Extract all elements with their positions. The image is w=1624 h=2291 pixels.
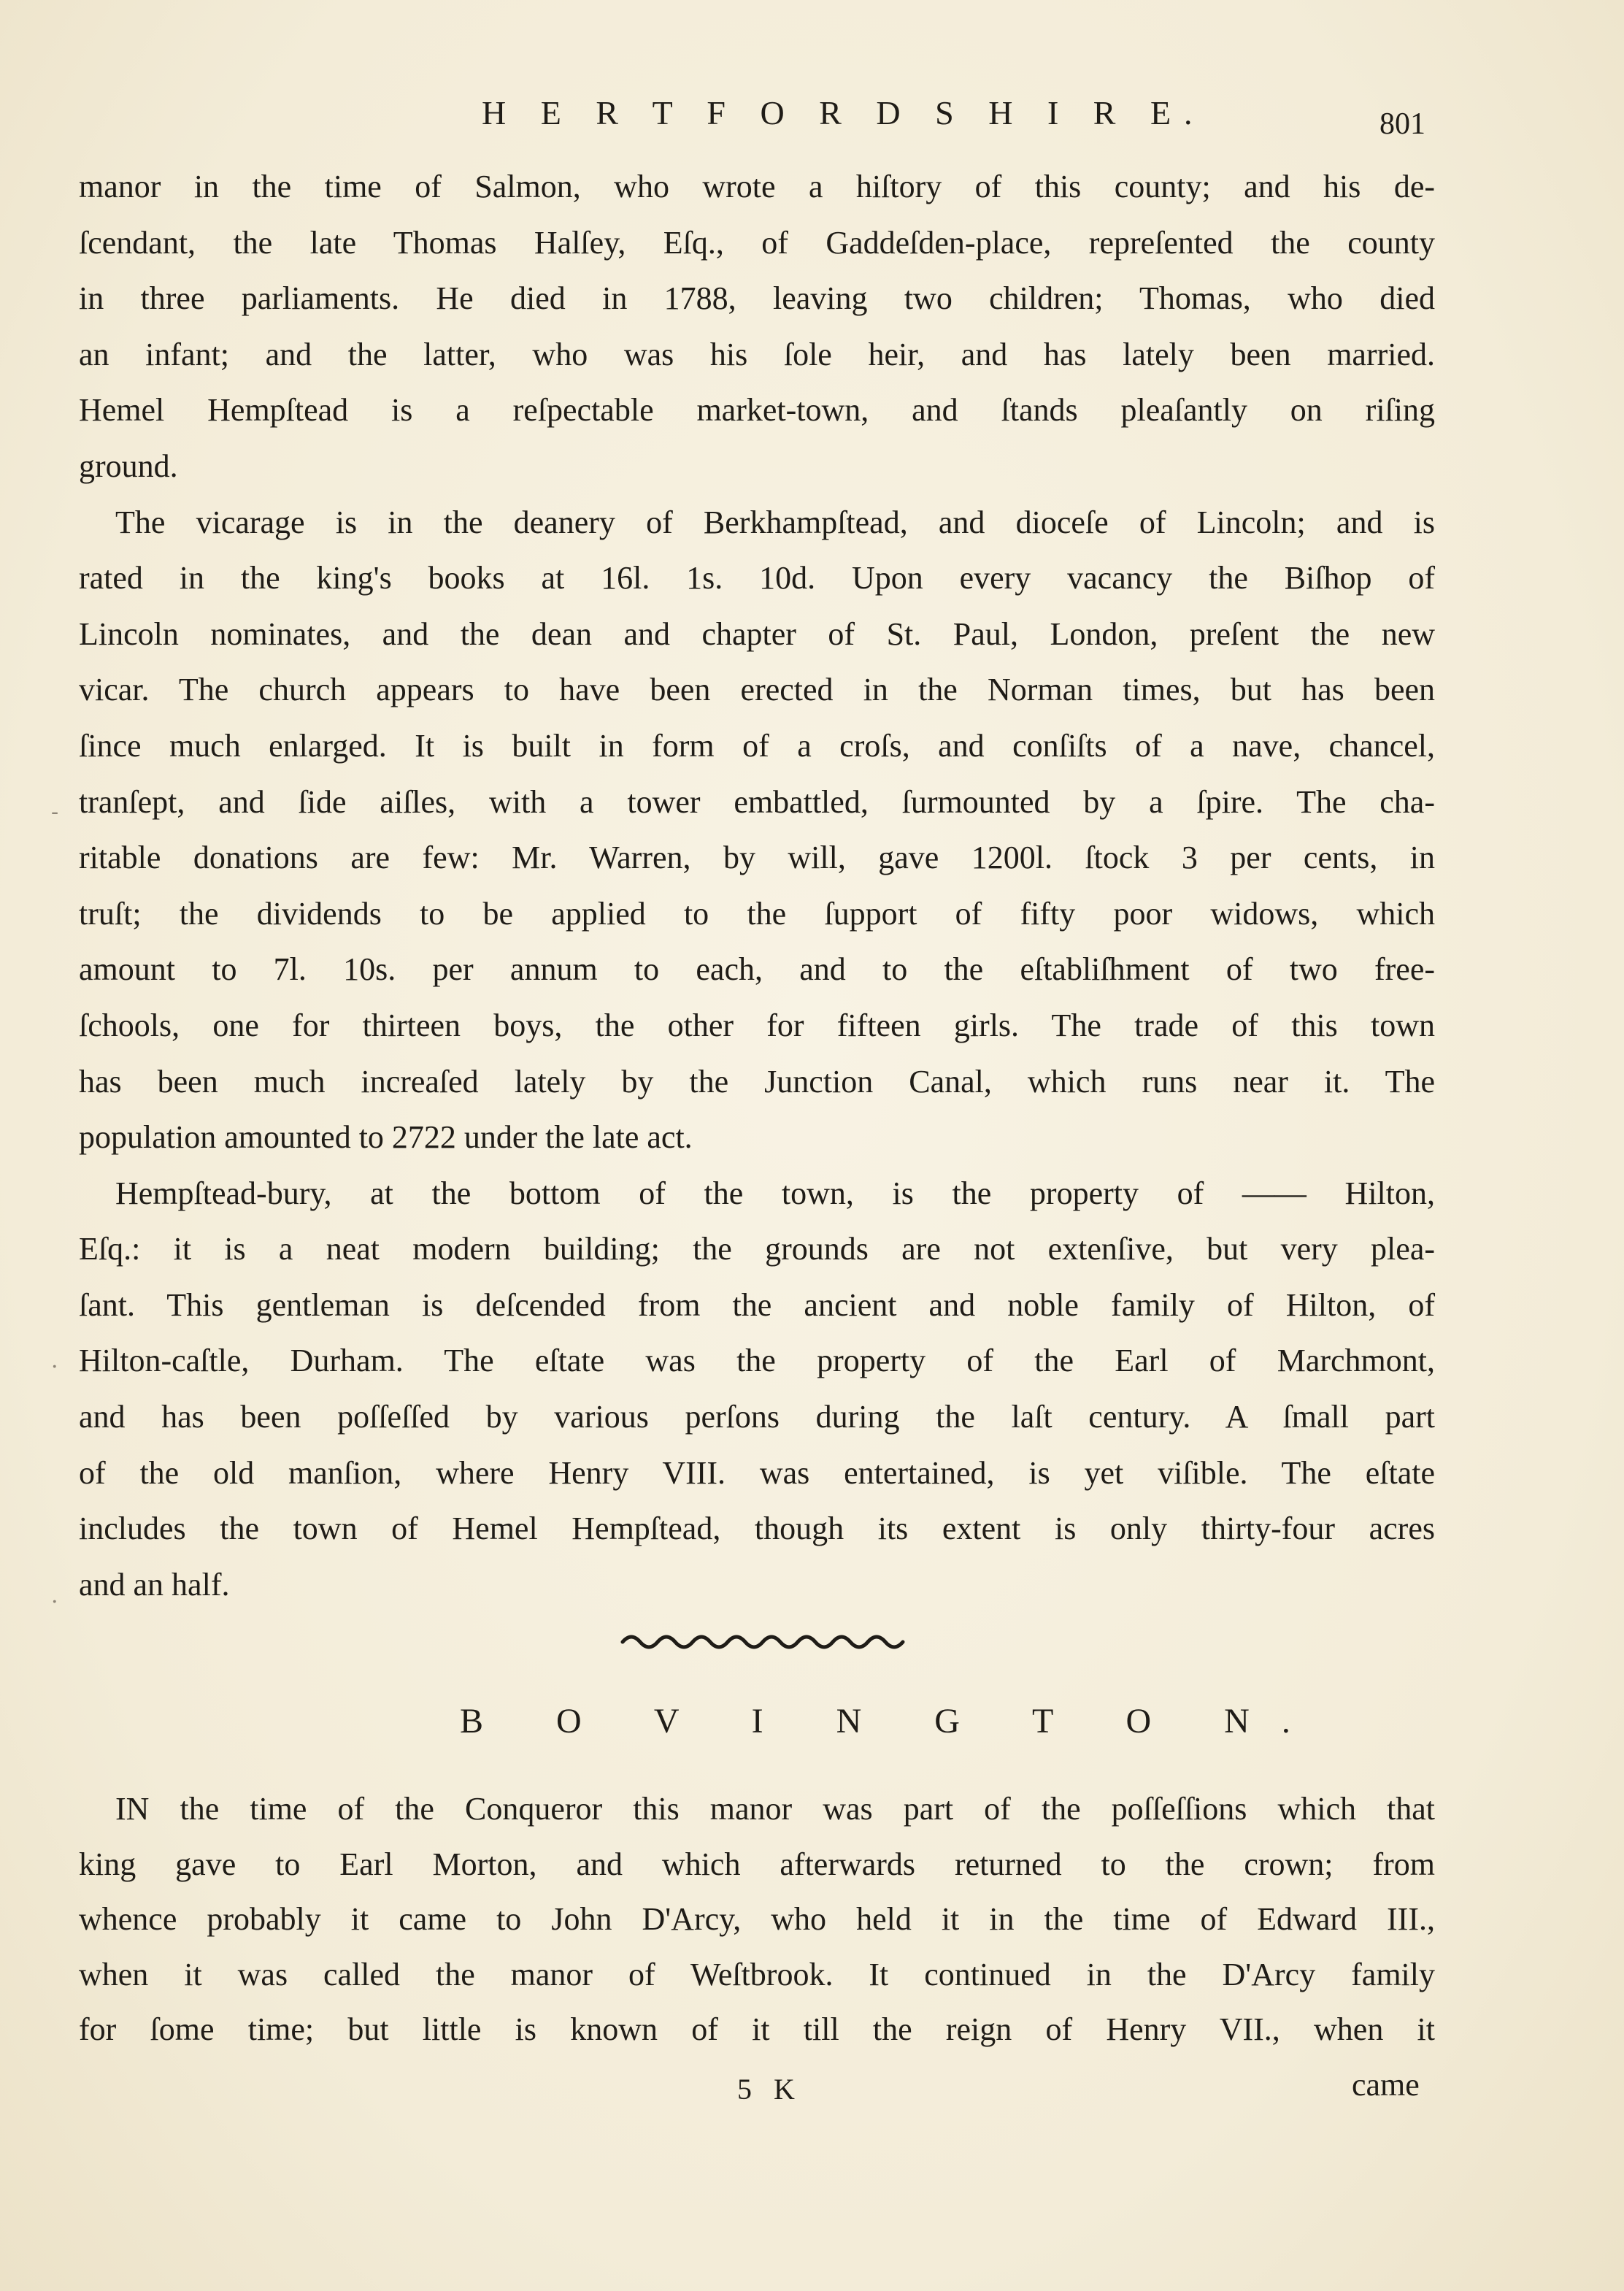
text-line: in three parliaments. He died in 1788, leaving two children; Thomas, who died — [79, 280, 1435, 317]
paragraph-start-line: Hempſtead-bury, at the bottom of the town, is the property of —— Hilton, — [115, 1175, 1435, 1211]
text-line: when it was called the manor of Weſtbrook. It continued in the D'Arcy family — [79, 1956, 1435, 1992]
margin-mark: . — [51, 1583, 58, 1608]
paragraph-start-line: The vicarage is in the deanery of Berkhampſtead, and dioceſe of Lincoln; and is — [115, 504, 1435, 540]
text-line: manor in the time of Salmon, who wrote a hiſtory of this county; and his de- — [79, 169, 1435, 204]
margin-mark: · — [51, 1354, 58, 1380]
page-header — [0, 93, 1624, 152]
text-line: ground. — [79, 448, 178, 484]
text-line: tranſept, and ſide aiſles, with a tower embattled, ſurmounted by a ſpire. The cha- — [79, 783, 1435, 820]
text-line: ſince much enlarged. It is built in form of a croſs, and conſiſts of a nave, chancel, — [79, 727, 1435, 764]
printer-flourish-ornament — [617, 1624, 923, 1651]
text-line: whence probably it came to John D'Arcy, who held it in the time of Edward III., — [79, 1901, 1435, 1937]
section-title: B O V I N G T O N. — [460, 1702, 1323, 1741]
text-line: Lincoln nominates, and the dean and chapter of St. Paul, London, preſent the new — [79, 615, 1435, 652]
text-line: and an half. — [79, 1566, 230, 1603]
text-line: Hemel Hempſtead is a reſpectable market-town, and ſtands pleaſantly on riſing — [79, 392, 1435, 429]
text-line: amount to 7l. 10s. per annum to each, and to the eſtabliſhment of two free- — [79, 951, 1435, 988]
text-line: king gave to Earl Morton, and which afterwards returned to the crown; from — [79, 1846, 1435, 1882]
text-line: Eſq.: it is a neat modern building; the grounds are not extenſive, but very plea- — [79, 1231, 1435, 1267]
text-line: ſcendant, the late Thomas Halſey, Eſq., of Gaddeſden-place, repreſented the county — [79, 224, 1435, 261]
text-line: Hilton-caſtle, Durham. The eſtate was the property of the Earl of Marchmont, — [79, 1343, 1435, 1379]
main-text-block — [79, 159, 1435, 1613]
text-line: includes the town of Hemel Hempſtead, though its extent is only thirty-four acres — [79, 1511, 1435, 1547]
text-line: has been much increaſed lately by the Junction Canal, which runs near it. The — [79, 1063, 1435, 1100]
text-line: of the old manſion, where Henry VIII. was entertained, is yet viſible. The eſtate — [79, 1454, 1435, 1491]
page-number: 801 — [1379, 107, 1425, 141]
catchword: came — [1352, 2067, 1420, 2103]
margin-mark: - — [51, 799, 59, 825]
paragraph-start-line: IN the time of the Conqueror this manor was part of the poſſeſſions which that — [115, 1791, 1435, 1827]
text-line: ſchools, one for thirteen boys, the other for fifteen girls. The trade of this town — [79, 1007, 1435, 1043]
running-head: H E R T F O R D S H I R E. — [482, 94, 1206, 131]
text-line: ſant. This gentleman is deſcended from the ancient and noble family of Hilton, of — [79, 1286, 1435, 1323]
text-line: rated in the king's books at 16l. 1s. 10d. Upon every vacancy the Biſhop of — [79, 560, 1435, 596]
text-line: ritable donations are few: Mr. Warren, by will, gave 1200l. ſtock 3 per cents, in — [79, 840, 1435, 876]
text-line: for ſome time; but little is known of it till the reign of Henry VII., when it — [79, 2011, 1435, 2047]
signature-mark: 5 K — [737, 2073, 802, 2106]
text-line: and has been poſſeſſed by various perſons during the laſt century. A ſmall part — [79, 1399, 1435, 1435]
text-line: an infant; and the latter, who was his ſole heir, and has lately been married. — [79, 336, 1435, 372]
text-line: truſt; the dividends to be applied to the ſupport of fifty poor widows, which — [79, 895, 1435, 932]
text-line: population amounted to 2722 under the late act. — [79, 1119, 693, 1156]
section-text-block — [79, 1781, 1435, 2057]
text-line: vicar. The church appears to have been erected in the Norman times, but has been — [79, 672, 1435, 708]
